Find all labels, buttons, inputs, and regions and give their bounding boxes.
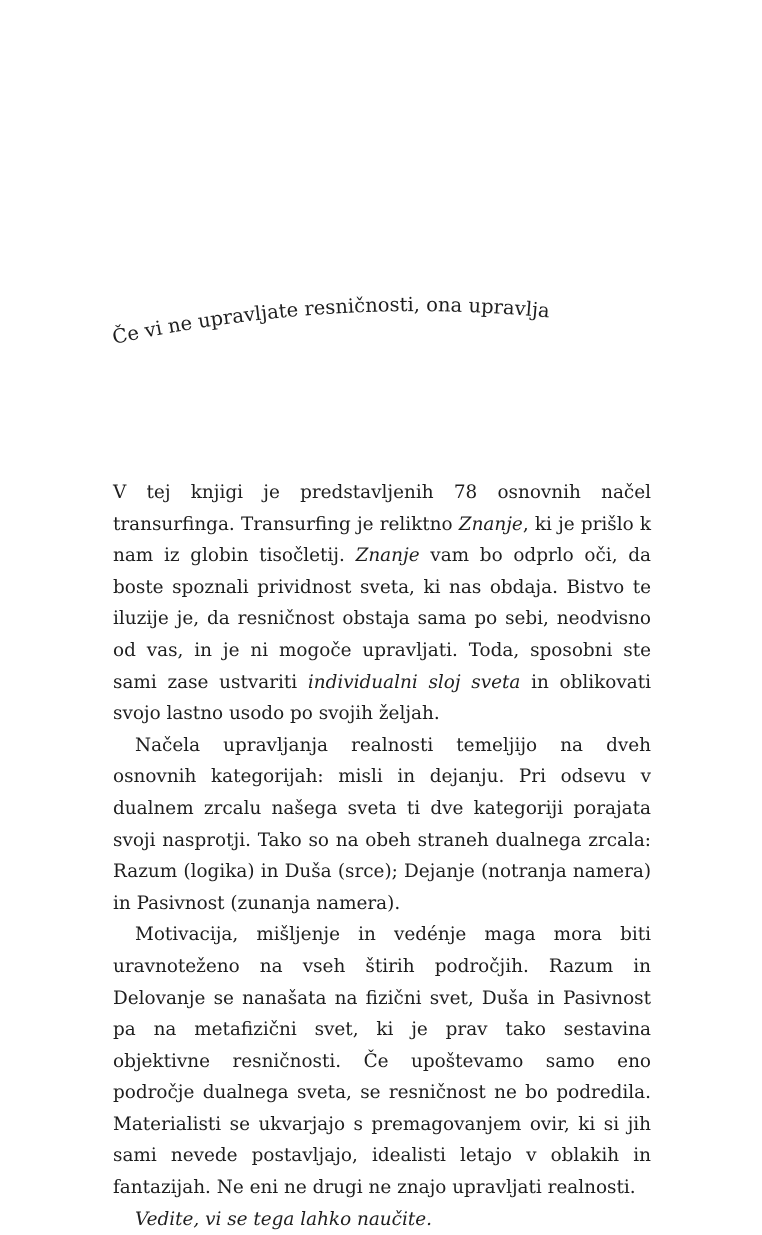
paragraph-3-seg-1: Motivacija, mišljenje in vedénje maga mora biti uravnoteženo na vseh štirih področjih. Razum in Delovanje se nanašata na fizični svet, Duša in Pasivnost pa na metafizični svet, ki je prav tako sestavina objektivne resničnosti. Če upoštevamo samo eno področje dualnega sveta, se resničnost ne bo podredila. Materialisti se ukvarjajo s premagovanjem ovir, ki si jih sami nevede postavljajo, idealisti letajo v oblakih in fantazijah. Ne eni ne drugi ne znajo upravljati realnosti. bbox=[113, 924, 651, 1199]
paragraph-4-seg-1-italic: Vedite, vi se tega lahko naučite. bbox=[135, 1208, 432, 1230]
epigraph bbox=[106, 270, 572, 368]
paragraph-2 bbox=[113, 730, 651, 920]
epigraph-text bbox=[105, 270, 557, 349]
body-text bbox=[113, 477, 651, 1235]
epigraph-textpath: Če vi ne upravljate resničnosti, ona upravlja vas. bbox=[106, 270, 558, 349]
paragraph-4 bbox=[113, 1204, 651, 1235]
paragraph-1-seg-7: in oblikovati svojo lastno usodo po svojih željah. bbox=[113, 671, 651, 725]
paragraph-1-seg-5: vam bo odprlo oči, da boste spoznali prividnost sveta, ki nas obdaja. Bistvo te iluzije je, da resničnost obstaja sama po sebi, neodvisno od vas, in je ni mogoče upravljati. Toda, sposobni ste sami zase ustvariti bbox=[113, 545, 651, 693]
paragraph-1-seg-4-italic: Znanje bbox=[355, 545, 420, 567]
paragraph-1-seg-2-italic: Znanje bbox=[458, 513, 523, 535]
epigraph-curve bbox=[106, 270, 572, 368]
paragraph-1 bbox=[113, 477, 651, 730]
paragraph-1-seg-6-italic: individualni sloj sveta bbox=[307, 671, 521, 693]
paragraph-1-seg-3: , ki je prišlo k nam iz globin tisočletij. bbox=[113, 513, 651, 567]
paragraph-2-seg-1: Načela upravljanja realnosti temeljijo na dveh osnovnih kategorijah: misli in dejanju. Pri odsevu v dualnem zrcalu našega sveta ti dve kategoriji porajata svoji nasprotji. Tako so na obeh straneh dualnega zrcala: Razum (logika) in Duša (srce); Dejanje (notranja namera) in Pasivnost (zunanja namera). bbox=[113, 734, 651, 914]
paragraph-3 bbox=[113, 919, 651, 1203]
paragraph-1-seg-1: V tej knjigi je predstavljenih 78 osnovnih načel transurfinga. Transurfing je reliktno bbox=[113, 482, 651, 535]
